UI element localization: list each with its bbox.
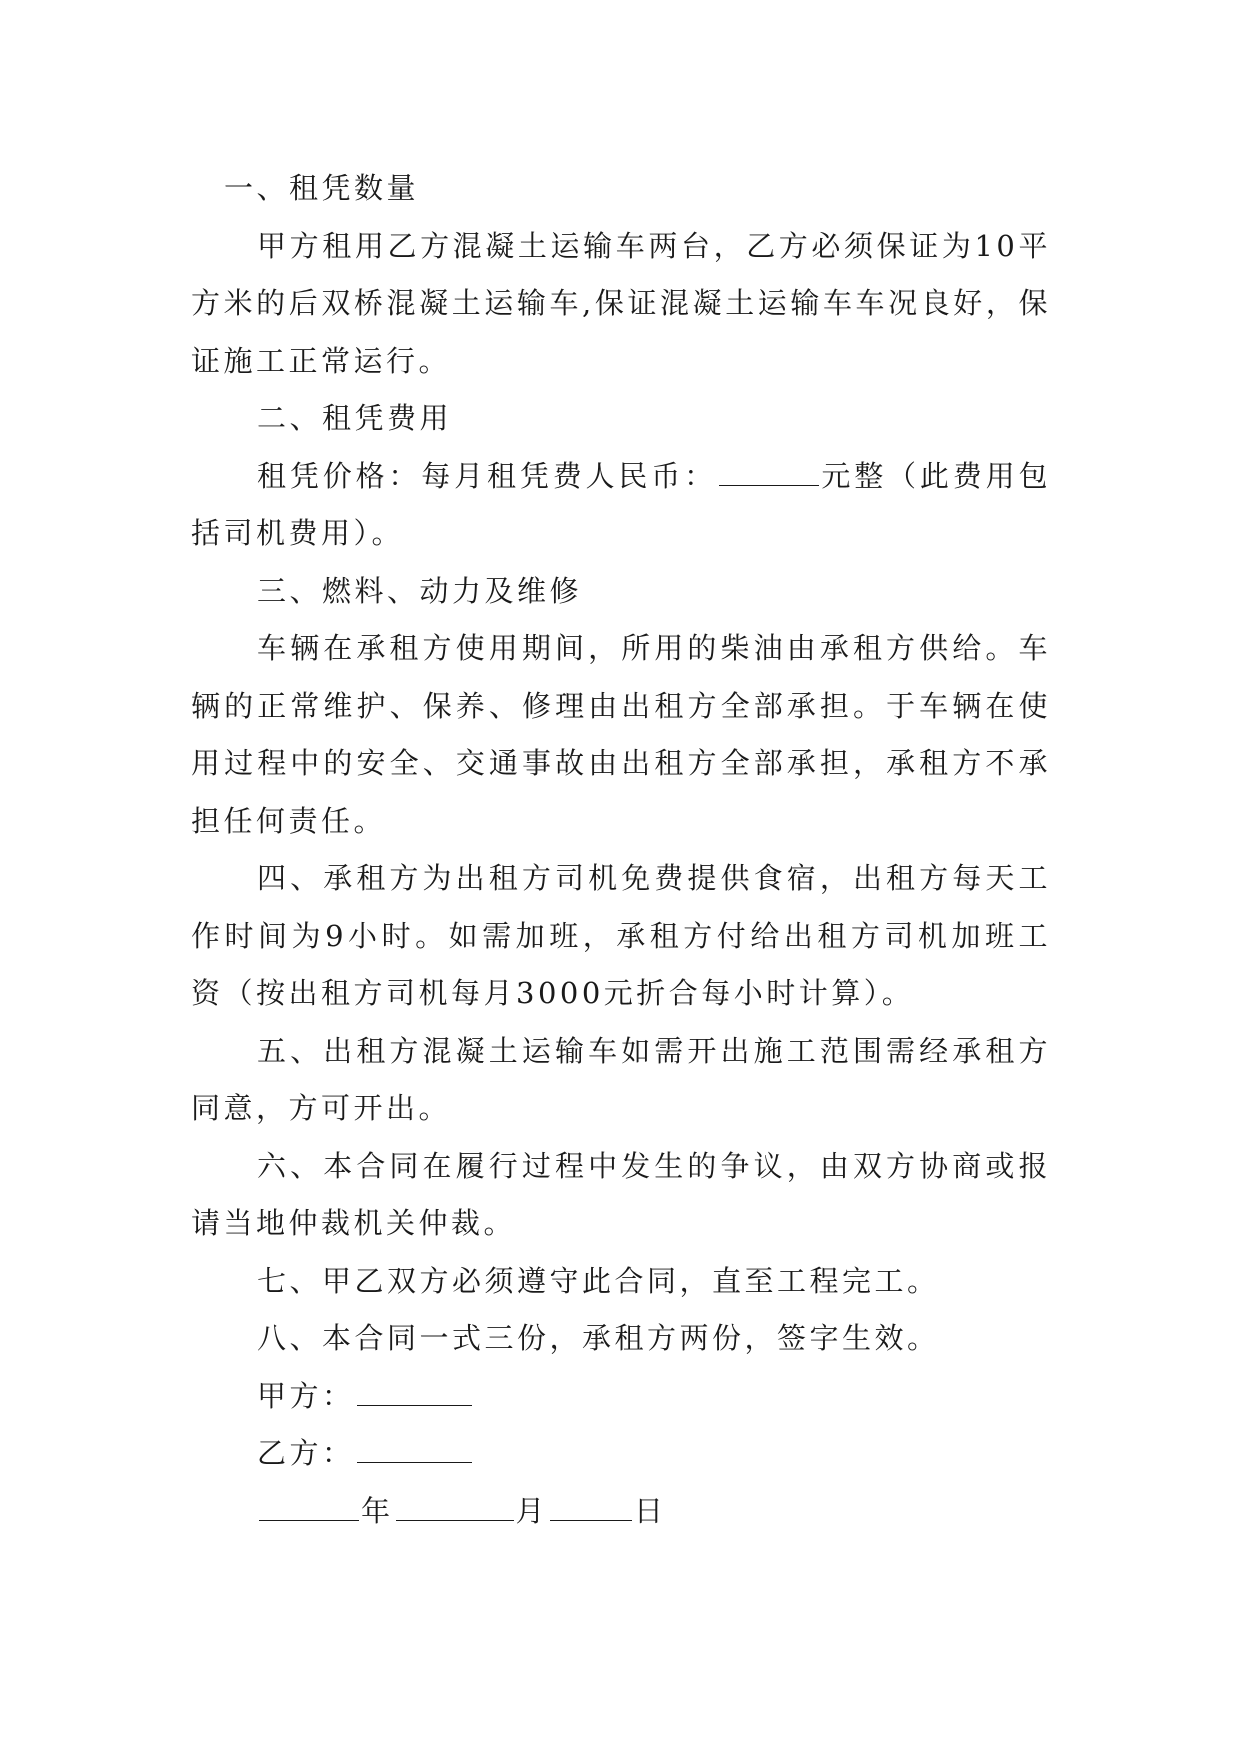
section-3-heading: 三、燃料、动力及维修 bbox=[257, 573, 583, 608]
section-6: 六、本合同在履行过程中发生的争议，由双方协商或报请当地仲裁机关仲裁。 bbox=[191, 1148, 1051, 1240]
section-2-heading: 二、租凭费用 bbox=[257, 401, 453, 435]
price-blank bbox=[719, 461, 819, 486]
section-1-body: 甲方租用乙方混凝土运输车两台，乙方必须保证为10平方米的后双桥混凝土运输车,保证混凝土运输车车况良好，保证施工正常运行。 bbox=[191, 228, 1051, 378]
section-4: 四、承租方为出租方司机免费提供食宿，出租方每天工作时间为9小时。如需加班，承租方付给出租方司机加班工资（按出租方司机每月3000元折合每小时计算）。 bbox=[191, 861, 1051, 1010]
section-5: 五、出租方混凝土运输车如需开出施工范围需经承租方同意，方可开出。 bbox=[191, 1033, 1051, 1125]
date-line bbox=[191, 1483, 1051, 1541]
day-label: 日 bbox=[634, 1493, 667, 1528]
party-b-label: 乙方： bbox=[257, 1436, 355, 1470]
day-blank bbox=[550, 1496, 632, 1521]
party-a-signature bbox=[191, 1368, 1051, 1426]
price-prefix: 租凭价格：每月租凭费人民币： bbox=[257, 458, 717, 493]
year-blank bbox=[259, 1496, 359, 1521]
section-3-body: 车辆在承租方使用期间，所用的柴油由承租方供给。车辆的正常维护、保养、修理由出租方全部承担。于车辆在使用过程中的安全、交通事故由出租方全部承担，承租方不承担任何责任。 bbox=[191, 631, 1051, 838]
month-label: 月 bbox=[515, 1493, 549, 1528]
section-8: 八、本合同一式三份，承租方两份，签字生效。 bbox=[257, 1321, 940, 1355]
party-b-signature bbox=[191, 1425, 1051, 1483]
party-b-blank bbox=[357, 1438, 472, 1463]
contract-body bbox=[191, 160, 1051, 1540]
section-2-price bbox=[191, 448, 1051, 563]
price-suffix: 元整（此费用包括司机费用）。 bbox=[191, 458, 1051, 550]
year-label: 年 bbox=[361, 1493, 394, 1528]
section-1-heading: 一、租凭数量 bbox=[224, 171, 420, 205]
party-a-blank bbox=[357, 1381, 472, 1406]
party-a-label: 甲方： bbox=[257, 1378, 355, 1413]
section-7: 七、甲乙双方必须遵守此合同，直至工程完工。 bbox=[257, 1263, 940, 1298]
month-blank bbox=[396, 1496, 514, 1521]
